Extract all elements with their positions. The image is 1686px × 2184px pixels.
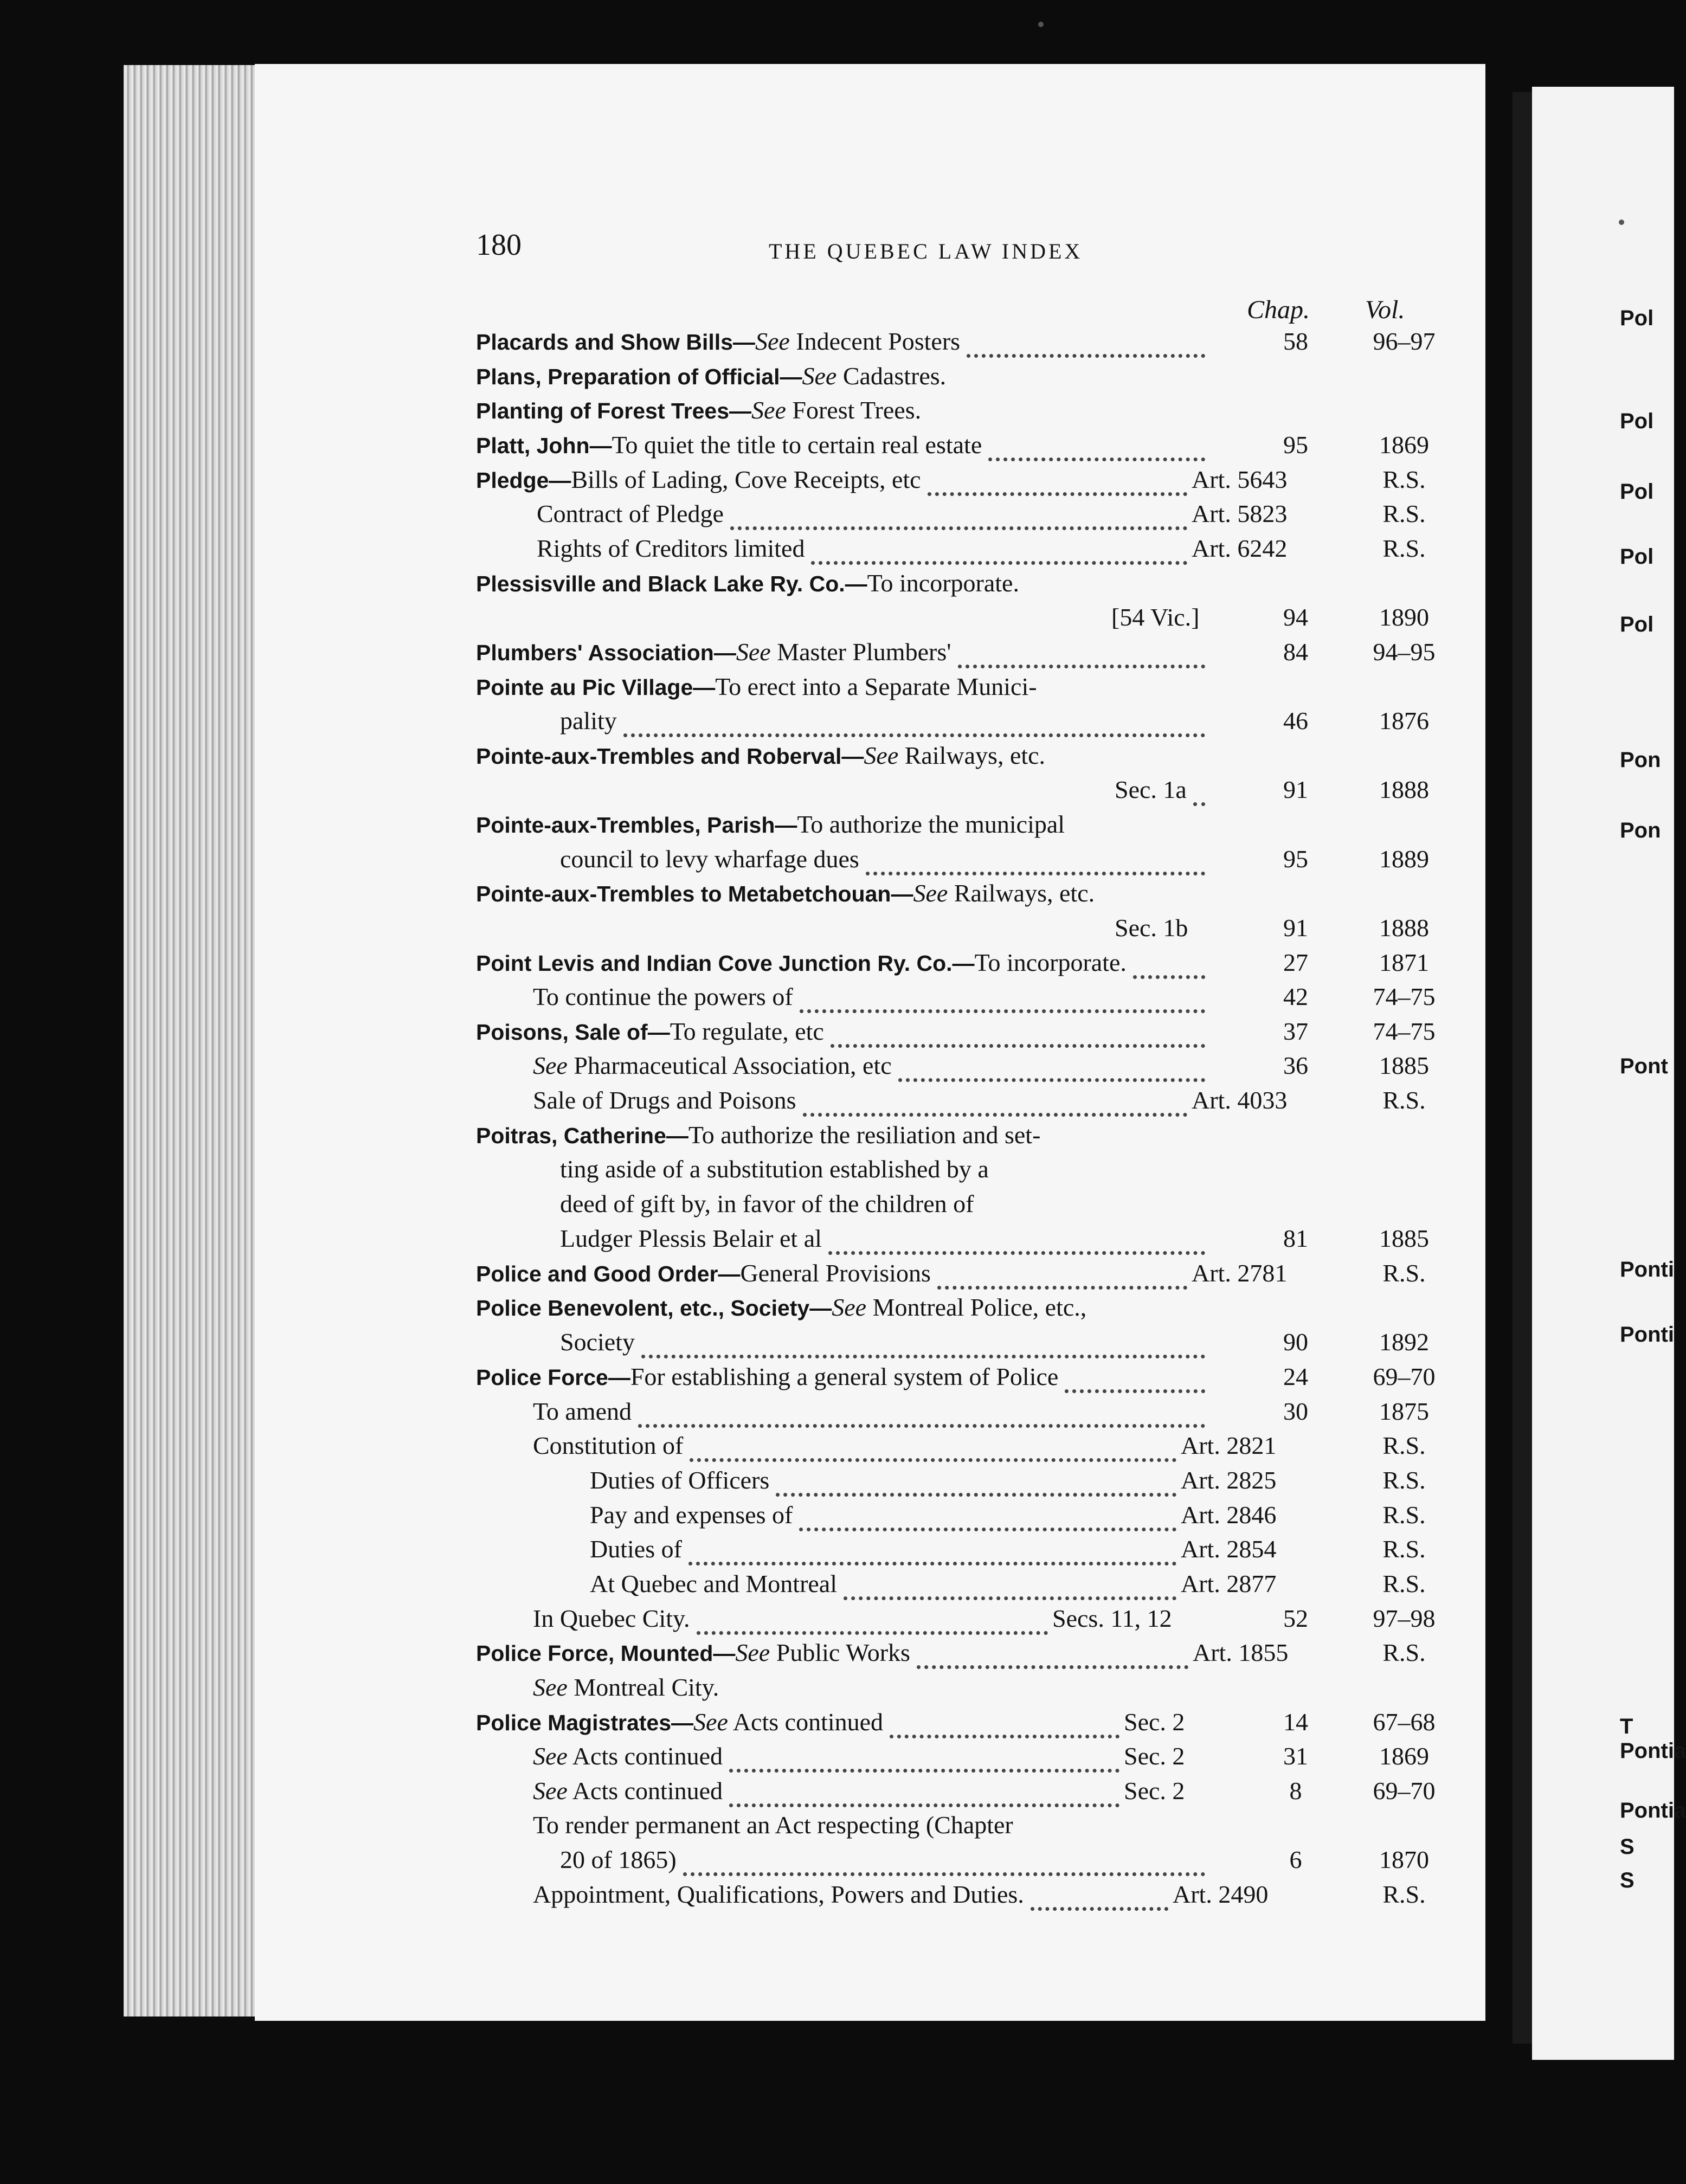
volume: 1875 [1379,1397,1429,1425]
entry-text: To regulate, etc [670,1017,824,1045]
entry-heading: Police Force, Mounted— [476,1641,736,1666]
speck [1038,22,1044,27]
entry-heading: Pointe-aux-Trembles to Metabetchouan— [476,881,913,906]
facing-page-fragment: Pont [1620,1054,1668,1078]
facing-page-fragment: Pontia [1620,1799,1686,1822]
volume: R.S. [1382,1570,1426,1597]
leader-dots [898,1051,1205,1082]
index-entry [476,1604,1436,1638]
entry-label [533,1431,683,1460]
entry-text: Acts continued [567,1777,723,1805]
entry-text: Bills of Lading, Cove Receipts, etc [571,466,921,493]
volume: 69–70 [1373,1363,1436,1390]
index-entry [476,1051,1429,1085]
facing-page-fragment: S [1620,1835,1634,1859]
volume: 1888 [1379,914,1429,942]
entry-text: To erect into a Separate Munici- [715,673,1037,700]
entry-text: Contract of Pledge [537,500,724,527]
entry-label [476,810,1065,839]
entry-label [476,1638,910,1667]
leader-dots [638,1397,1205,1428]
leader-dots [729,1742,1119,1773]
chapter-number: 30 [1283,1397,1308,1425]
entry-heading: Pointe au Pic Village— [476,675,716,700]
index-entry [476,1397,1429,1431]
entry-label [476,1017,824,1046]
entry-text: For establishing a general system of Police [630,1363,1059,1390]
facing-page-fragment: Ponti [1620,1323,1674,1347]
chapter-number: 84 [1283,638,1308,666]
see-reference: See [693,1708,728,1736]
entry-label [476,1120,1040,1149]
volume: 1888 [1379,776,1429,803]
chapter-number: 37 [1283,1017,1308,1045]
entry-label [533,1811,1013,1839]
entry-heading: Plumbers' Association— [476,640,736,665]
leader-dots [799,1500,1176,1531]
facing-page-fragment: Pol [1620,545,1654,569]
volume: R.S. [1382,1501,1426,1529]
volume: R.S. [1382,1259,1426,1287]
entry-text: In Quebec City. [533,1605,690,1632]
see-reference: See [533,1673,568,1701]
entry-label [476,879,1095,907]
chapter-number: 81 [1283,1225,1308,1252]
page-header [476,228,1430,266]
entry-label [590,1569,837,1598]
entry-label [476,430,982,459]
see-reference: See [864,742,899,769]
entry-text: Cadastres. [836,362,947,390]
facing-page-fragment: Pol [1620,613,1654,636]
article-reference: Art. 2877 [1181,1570,1277,1597]
volume: 1885 [1379,1052,1429,1079]
volume: R.S. [1382,534,1426,562]
entry-label [1115,913,1188,942]
entry-text: Rights of Creditors limited [537,534,805,562]
entry-label [476,396,921,424]
chapter-number: 91 [1283,776,1308,803]
entry-heading: Pointe-aux-Trembles and Roberval— [476,744,864,769]
facing-page-fragment: Pontia [1620,1739,1686,1763]
chapter-number: 24 [1283,1363,1308,1390]
entry-heading: Pledge— [476,468,571,493]
see-reference: See [751,396,786,424]
leader-dots [1031,1880,1168,1911]
index-entry [476,1708,1436,1741]
entry-heading: Police Magistrates— [476,1710,694,1735]
leader-dots [729,1776,1119,1807]
article-reference: Art. 2490 [1173,1880,1269,1908]
entry-label [560,1845,677,1874]
entry-label [476,948,1127,977]
chapter-number: 52 [1283,1605,1308,1632]
index-entry [476,1535,1426,1568]
chapter-number: 58 [1283,327,1308,355]
entry-label [1111,603,1199,632]
entry-heading: Plans, Preparation of Official— [476,364,802,389]
book-gutter [1513,92,1534,2044]
index-entry [476,982,1436,1016]
leader-dots [730,499,1187,530]
leader-dots [1065,1362,1205,1393]
index-entry [476,1017,1436,1051]
index-entry [476,1120,1414,1154]
index-entry [476,1086,1426,1119]
index-entry [476,603,1429,636]
entry-label [590,1535,682,1563]
entry-text: Forest Trees. [786,396,922,424]
entry-label [537,499,724,528]
chapter-number: 95 [1283,845,1308,873]
leader-dots [641,1328,1205,1358]
entry-text: Appointment, Qualifications, Powers and Duties. [533,1880,1024,1908]
index-entry [476,845,1429,878]
article-reference: Secs. 11, 12 [1052,1605,1172,1632]
entry-label [476,569,1019,597]
entry-text: council to levy wharfage dues [560,845,859,873]
index-entry [476,1673,1414,1706]
index-entry [476,706,1429,740]
article-reference: Art. 2821 [1181,1432,1277,1459]
volume: 1889 [1379,845,1429,873]
volume: R.S. [1382,500,1426,527]
index-entry [476,1500,1426,1534]
index-entry [476,948,1429,982]
entry-label [560,1189,974,1218]
entry-text: To incorporate. [867,569,1019,597]
chap-column-header: Chap. [1247,295,1310,324]
volume: 1876 [1379,707,1429,735]
volume: R.S. [1382,1639,1426,1666]
entry-heading: Point Levis and Indian Cove Junction Ry. Co.— [476,951,975,976]
entry-text: Acts continued [728,1708,884,1736]
article-reference: Art. 2846 [1181,1501,1277,1529]
entry-label [533,1086,796,1114]
volume: 1869 [1379,1742,1429,1770]
volume: R.S. [1382,466,1426,493]
volume: R.S. [1382,1880,1426,1908]
entry-label [1115,775,1187,804]
entry-label [533,982,793,1011]
leader-dots [937,1259,1187,1290]
entry-heading: Poisons, Sale of— [476,1020,670,1045]
index-entry [476,637,1436,671]
article-reference: Art. 5823 [1192,500,1288,527]
entry-heading: Police and Good Order— [476,1261,741,1286]
volume: R.S. [1382,1535,1426,1563]
article-reference: Sec. 2 [1124,1708,1185,1736]
facing-page-fragment: Pol [1620,480,1654,504]
entry-label [560,706,617,735]
index-entry [476,741,1414,775]
facing-page-fragment: Pon [1620,819,1661,842]
leader-dots [988,430,1205,461]
entry-label [476,741,1045,770]
chapter-number: 95 [1283,431,1308,459]
article-reference: Art. 4033 [1192,1086,1288,1114]
see-reference: See [533,1777,568,1805]
leader-dots [803,1086,1187,1117]
entry-heading: Plessisville and Black Lake Ry. Co.— [476,571,867,596]
leader-dots [958,637,1205,668]
index-entry [476,1259,1426,1292]
entry-text: Constitution of [533,1432,684,1459]
entry-label [590,1500,793,1529]
volume: 1892 [1379,1328,1429,1356]
see-reference: See [755,327,790,355]
facing-page-fragment: S [1620,1869,1634,1892]
chapter-number: 6 [1289,1846,1302,1873]
leader-dots [1193,775,1205,806]
entry-text: Duties of [590,1535,682,1563]
chapter-number: 91 [1283,914,1308,942]
entry-text: Ludger Plessis Belair et al [560,1225,822,1252]
see-reference: See [913,879,948,907]
entry-text: To continue the powers of [533,983,793,1010]
entry-heading: Planting of Forest Trees— [476,398,752,423]
entry-text: Duties of Officers [590,1466,770,1494]
entry-text: Sec. 1a [1115,776,1187,803]
index-entry [476,1811,1414,1844]
entry-text: Pharmaceutical Association, etc [567,1052,892,1079]
entry-label [560,1328,635,1356]
entry-text: Master Plumbers' [770,638,951,666]
entry-text: Acts continued [567,1742,723,1770]
entry-label [476,672,1037,701]
index-entry [476,1293,1414,1326]
entry-text: [54 Vic.] [1111,603,1200,631]
article-reference: Art. 2825 [1181,1466,1277,1494]
index-entry [476,1466,1426,1499]
article-reference: Art. 2781 [1192,1259,1288,1287]
index-entry [476,775,1429,809]
volume: R.S. [1382,1466,1426,1494]
volume: 69–70 [1373,1777,1436,1805]
entry-heading: Platt, John— [476,433,612,458]
leader-dots [828,1224,1205,1255]
chapter-number: 42 [1283,983,1308,1010]
vol-column-header: Vol. [1365,295,1405,324]
index-entry [476,499,1426,533]
leader-dots [928,465,1187,496]
index-entry [476,327,1436,360]
index-entry [476,396,1414,429]
index-entry [476,672,1414,706]
leader-dots [811,534,1187,565]
entry-text: Public Works [770,1639,910,1666]
index-entry [476,569,1414,602]
entry-text: 20 of 1865) [560,1846,677,1873]
entry-heading: Police Benevolent, etc., Society— [476,1296,832,1320]
volume: 94–95 [1373,638,1436,666]
running-title: THE QUEBEC LAW INDEX [769,239,1083,263]
article-reference: Art. 2854 [1181,1535,1277,1563]
entry-text: Montreal Police, etc., [866,1293,1087,1321]
page-edges [124,65,270,2017]
entry-text: Pay and expenses of [590,1501,793,1529]
entry-text: Montreal City. [567,1673,719,1701]
page-number: 180 [476,228,522,262]
index-entry [476,1189,1414,1223]
index-entry [476,1224,1429,1258]
index-entry [476,879,1414,912]
index-entry [476,913,1429,947]
index-entry [476,1776,1436,1810]
entry-label [560,845,859,873]
see-reference: See [736,638,771,666]
entry-label [533,1397,632,1426]
entry-label [476,1362,1058,1391]
entry-heading: Placards and Show Bills— [476,330,755,355]
entry-text: Society [560,1328,635,1356]
index-entry [476,1742,1429,1775]
volume: 1870 [1379,1846,1429,1873]
leader-dots [844,1569,1176,1600]
entry-label [533,1776,723,1805]
volume: 1890 [1379,603,1429,631]
index-entry [476,430,1429,464]
entry-label [590,1466,769,1494]
leader-dots [890,1708,1119,1738]
article-reference: Sec. 2 [1124,1742,1185,1770]
entry-text: To authorize the resiliation and set- [688,1121,1041,1149]
chapter-number: 8 [1289,1777,1302,1805]
chapter-number: 94 [1283,603,1308,631]
index-entry [476,1569,1426,1603]
entry-label [476,1708,883,1736]
entry-text: Sec. 1b [1115,914,1188,942]
index-entry [476,465,1426,499]
leader-dots [697,1604,1048,1635]
entry-label [533,1880,1024,1909]
volume: 97–98 [1373,1605,1436,1632]
leader-dots [917,1638,1188,1669]
entry-text: Indecent Posters [789,327,961,355]
index-entry [476,362,1414,395]
entry-text: deed of gift by, in favor of the children of [560,1190,974,1217]
entry-text: Railways, etc. [898,742,1046,769]
entry-text: To amend [533,1397,632,1425]
article-reference: Art. 1855 [1193,1639,1289,1666]
entry-label [476,1293,1086,1322]
leader-dots [683,1845,1205,1876]
volume: 67–68 [1373,1708,1436,1736]
entry-label [537,534,805,563]
index-entry [476,1431,1426,1465]
leader-dots [776,1466,1176,1497]
leader-dots [1133,948,1205,979]
chapter-number: 27 [1283,949,1308,976]
leader-dots [690,1431,1176,1462]
entry-text: pality [560,707,617,735]
leader-dots [866,845,1205,875]
facing-page-fragment: Ponti [1620,1258,1674,1281]
entry-text: To quiet the title to certain real estate [612,431,982,459]
see-reference: See [802,362,837,390]
index-entry [476,534,1426,568]
facing-page-fragment: Pol [1620,409,1654,433]
volume: R.S. [1382,1086,1426,1114]
article-reference: Art. 5643 [1192,466,1288,493]
article-reference: Sec. 2 [1124,1777,1185,1805]
entry-heading: Police Force— [476,1365,630,1390]
chapter-number: 46 [1283,707,1308,735]
volume: R.S. [1382,1432,1426,1459]
chapter-number: 31 [1283,1742,1308,1770]
leader-dots [967,327,1205,358]
leader-dots [623,706,1205,737]
entry-label [476,327,960,356]
entry-text: Railways, etc. [948,879,1095,907]
entry-label [560,1224,822,1253]
entry-label [560,1155,989,1183]
facing-page-fragment: Pon [1620,748,1661,772]
volume: 1885 [1379,1225,1429,1252]
see-reference: See [832,1293,867,1321]
volume: 96–97 [1373,327,1436,355]
index-entry [476,810,1414,843]
entry-label [533,1673,719,1702]
entry-text: To render permanent an Act respecting (Chapter [533,1811,1013,1839]
see-reference: See [533,1742,568,1770]
volume: 74–75 [1373,1017,1436,1045]
entry-text: To incorporate. [974,949,1127,976]
chapter-number: 36 [1283,1052,1308,1079]
entry-label [476,362,946,390]
entry-text: ting aside of a substitution established by a [560,1155,989,1183]
index-entry [476,1328,1429,1361]
index-entry [476,1880,1426,1914]
entry-label [476,637,951,666]
speck [1619,220,1624,225]
entry-text: At Quebec and Montreal [590,1570,838,1597]
chapter-number: 14 [1283,1708,1308,1736]
volume: 1869 [1379,431,1429,459]
leader-dots [688,1535,1176,1565]
entry-heading: Pointe-aux-Trembles, Parish— [476,813,797,837]
entry-label [476,465,921,494]
entry-text: General Provisions [740,1259,931,1287]
facing-page-fragment: Pol [1620,306,1654,330]
see-reference: See [735,1639,770,1666]
entry-heading: Poitras, Catherine— [476,1123,688,1148]
index-entry [476,1845,1429,1879]
volume: 74–75 [1373,983,1436,1010]
see-reference: See [533,1052,568,1079]
index-entry [476,1638,1426,1672]
entry-label [476,1259,931,1287]
facing-page-fragment: T [1620,1715,1633,1738]
leader-dots [831,1017,1205,1048]
entry-label [533,1051,892,1080]
entry-text: Sale of Drugs and Poisons [533,1086,796,1114]
volume: 1871 [1379,949,1429,976]
entry-text: To authorize the municipal [797,810,1065,838]
entry-label [533,1742,723,1770]
leader-dots [800,982,1205,1013]
entry-label [533,1604,690,1633]
index-entry [476,1362,1436,1396]
article-reference: Art. 6242 [1192,534,1288,562]
chapter-number: 90 [1283,1328,1308,1356]
index-entry [476,1155,1414,1188]
